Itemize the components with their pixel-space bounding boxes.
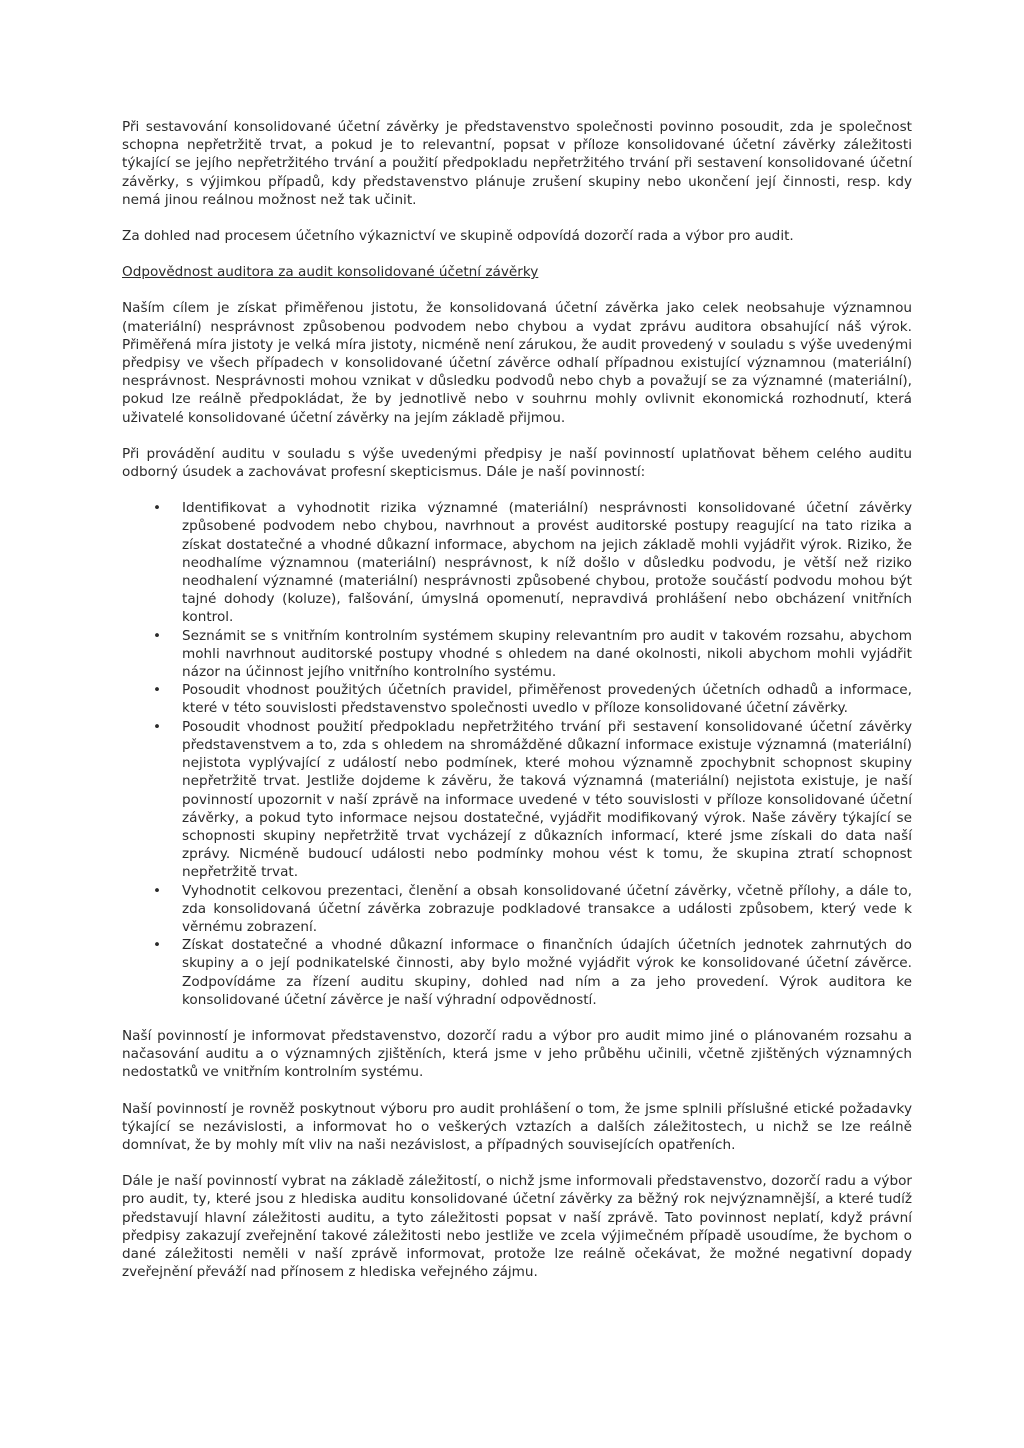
bullet-icon: • bbox=[152, 718, 162, 735]
list-item-text: Posoudit vhodnost použitých účetních pravidel, přiměřenost provedených účetních odhadů a informace, které v této souvislosti představenstvo společnosti uvedlo v příloze konsolidované účetní závěrky. bbox=[182, 682, 912, 717]
bullet-icon: • bbox=[152, 682, 162, 699]
document-page bbox=[122, 118, 912, 1299]
list-item bbox=[122, 718, 912, 882]
paragraph-auditor-objective: Naším cílem je získat přiměřenou jistotu, že konsolidovaná účetní závěrka jako celek neobsahuje významnou (materiální) nesprávnost způsobenou podvodem nebo chybou a vydat zprávu auditora obsahující náš výrok. Přiměřená míra jistoty je velká míra jistoty, nicméně není zárukou, že audit provedený v souladu s výše uvedenými předpisy ve všech případech v konsolidované účetní závěrce odhalí případnou existující významnou (materiální) nesprávnost. Nesprávnosti mohou vznikat v důsledku podvodů nebo chyb a považují se za významné (materiální), pokud lze reálně předpokládat, že by jednotlivě nebo v souhrnu mohly ovlivnit ekonomická rozhodnutí, která uživatelé konsolidované účetní závěrky na jejím základě přijmou. bbox=[122, 300, 912, 426]
list-item bbox=[122, 499, 912, 626]
list-item-text: Získat dostatečné a vhodné důkazní informace o finančních údajích účetních jednotek zahrnutých do skupiny a o její podnikatelské činnosti, aby bylo možné vyjádřit výrok ke konsolidované účetní závěrce. Zodpovídáme za řízení auditu skupiny, dohled nad ním a za jeho provedení. Výrok auditora ke konsolidované účetní závěrce je naší výhradní odpovědností. bbox=[182, 937, 912, 1008]
bullet-icon: • bbox=[152, 937, 162, 954]
bullet-icon: • bbox=[152, 500, 162, 517]
list-item-text: Identifikovat a vyhodnotit rizika významné (materiální) nesprávnosti konsolidované účetní závěrky způsobené podvodem nebo chybou, navrhnout a provést auditorské postupy reagující na tato rizika a získat dostatečné a vhodné důkazní informace, abychom na jejich základě mohli vyjádřit výrok. Riziko, že neodhalíme významnou (materiální) nesprávnost, k níž došlo v důsledku podvodu, je větší než riziko neodhalení významné (materiální) nesprávnosti způsobené chybou, protože součástí podvodu mohou být tajné dohody (koluze), falšování, úmyslná opomenutí, nepravdivá prohlášení nebo obcházení vnitřních kontrol. bbox=[182, 500, 912, 626]
paragraph-independence: Naší povinností je rovněž poskytnout výboru pro audit prohlášení o tom, že jsme splnili příslušné etické požadavky týkající se nezávislosti, a informovat ho o veškerých vztazích a dalších záležitostech, u nichž se lze reálně domnívat, že by mohly mít vliv na naši nezávislost, a případných souvisejících opatřeních. bbox=[122, 1100, 912, 1153]
list-item bbox=[122, 882, 912, 937]
paragraph-going-concern: Při sestavování konsolidované účetní závěrky je představenstvo společnosti povinno posoudit, zda je společnost schopna nepřetržitě trvat, a pokud je to relevantní, popsat v příloze konsolidované účetní závěrky záležitosti týkající se jejího nepřetržitého trvání a použití předpokladu nepřetržitého trvání při sestavení konsolidované účetní závěrky, s výjimkou případů, kdy představenstvo plánuje zrušení skupiny nebo ukončení její činnosti, resp. kdy nemá jinou reálnou možnost než tak učinit. bbox=[122, 119, 912, 208]
list-item bbox=[122, 936, 912, 1009]
list-item-text: Vyhodnotit celkovou prezentaci, členění a obsah konsolidované účetní závěrky, včetně přílohy, a dále to, zda konsolidovaná účetní závěrka zobrazuje podkladové transakce a události způsobem, který vede k věrnému zobrazení. bbox=[182, 882, 912, 935]
section-heading: Odpovědnost auditora za audit konsolidované účetní závěrky bbox=[122, 264, 539, 281]
paragraph-communication: Naší povinností je informovat představenstvo, dozorčí radu a výbor pro audit mimo jiné o plánovaném rozsahu a načasování auditu a o významných zjištěních, která jsme v jeho průběhu učinili, včetně zjištěných významných nedostatků ve vnitřním kontrolním systému. bbox=[122, 1027, 912, 1081]
paragraph-key-audit-matters: Dále je naší povinností vybrat na základě záležitostí, o nichž jsme informovali představenstvo, dozorčí radu a výbor pro audit, ty, které jsou z hlediska auditu konsolidované účetní závěrky za běžný rok nejvýznamnější, a které tudíž představují hlavní záležitosti auditu, a tyto záležitosti popsat v naší zprávě. Tato povinnost neplatí, když právní předpisy zakazují zveřejnění takové záležitosti nebo jestliže ve zcela výjimečném případě usoudíme, že bychom o dané záležitosti neměli v naší zprávě informovat, protože lze reálně očekávat, že možné negativní dopady zveřejnění převáží nad přínosem z hlediska veřejného zájmu. bbox=[122, 1173, 912, 1281]
bullet-icon: • bbox=[152, 627, 162, 644]
list-item-text: Seznámit se s vnitřním kontrolním systémem skupiny relevantním pro audit v takovém rozsahu, abychom mohli navrhnout auditorské postupy vhodné s ohledem na dané okolnosti, nikoli abychom mohli vyjádřit názor na účinnost jejího vnitřního kontrolního systému. bbox=[182, 627, 912, 681]
paragraph-oversight: Za dohled nad procesem účetního výkaznictví ve skupině odpovídá dozorčí rada a výbor pro audit. bbox=[122, 228, 794, 245]
paragraph-professional-judgement: Při provádění auditu v souladu s výše uvedenými předpisy je naší povinností uplatňovat během celého auditu odborný úsudek a zachovávat profesní skepticismus. Dále je naší povinností: bbox=[122, 445, 912, 481]
duties-list bbox=[122, 499, 912, 1009]
bullet-icon: • bbox=[152, 882, 162, 899]
list-item bbox=[122, 681, 912, 717]
list-item-text: Posoudit vhodnost použití předpokladu nepřetržitého trvání při sestavení konsolidované účetní závěrky představenstvem a to, zda s ohledem na shromážděné důkazní informace existuje významná (materiální) nejistota vyplývající z událostí nebo podmínek, které mohou významně zpochybnit schopnost skupiny nepřetržitě trvat. Jestliže dojdeme k závěru, že taková významná (materiální) nejistota existuje, je naší povinností upozornit v naší zprávě na informace uvedené v této souvislosti v příloze konsolidované účetní závěrky, a pokud tyto informace nejsou dostatečné, vyjádřit modifikovaný výrok. Naše závěry týkající se schopnosti skupiny nepřetržitě trvat vycházejí z důkazních informací, které jsme získali do data naší zprávy. Nicméně budoucí události nebo podmínky mohou vést k tomu, že skupina ztratí schopnost nepřetržitě trvat. bbox=[182, 718, 912, 881]
list-item bbox=[122, 627, 912, 682]
